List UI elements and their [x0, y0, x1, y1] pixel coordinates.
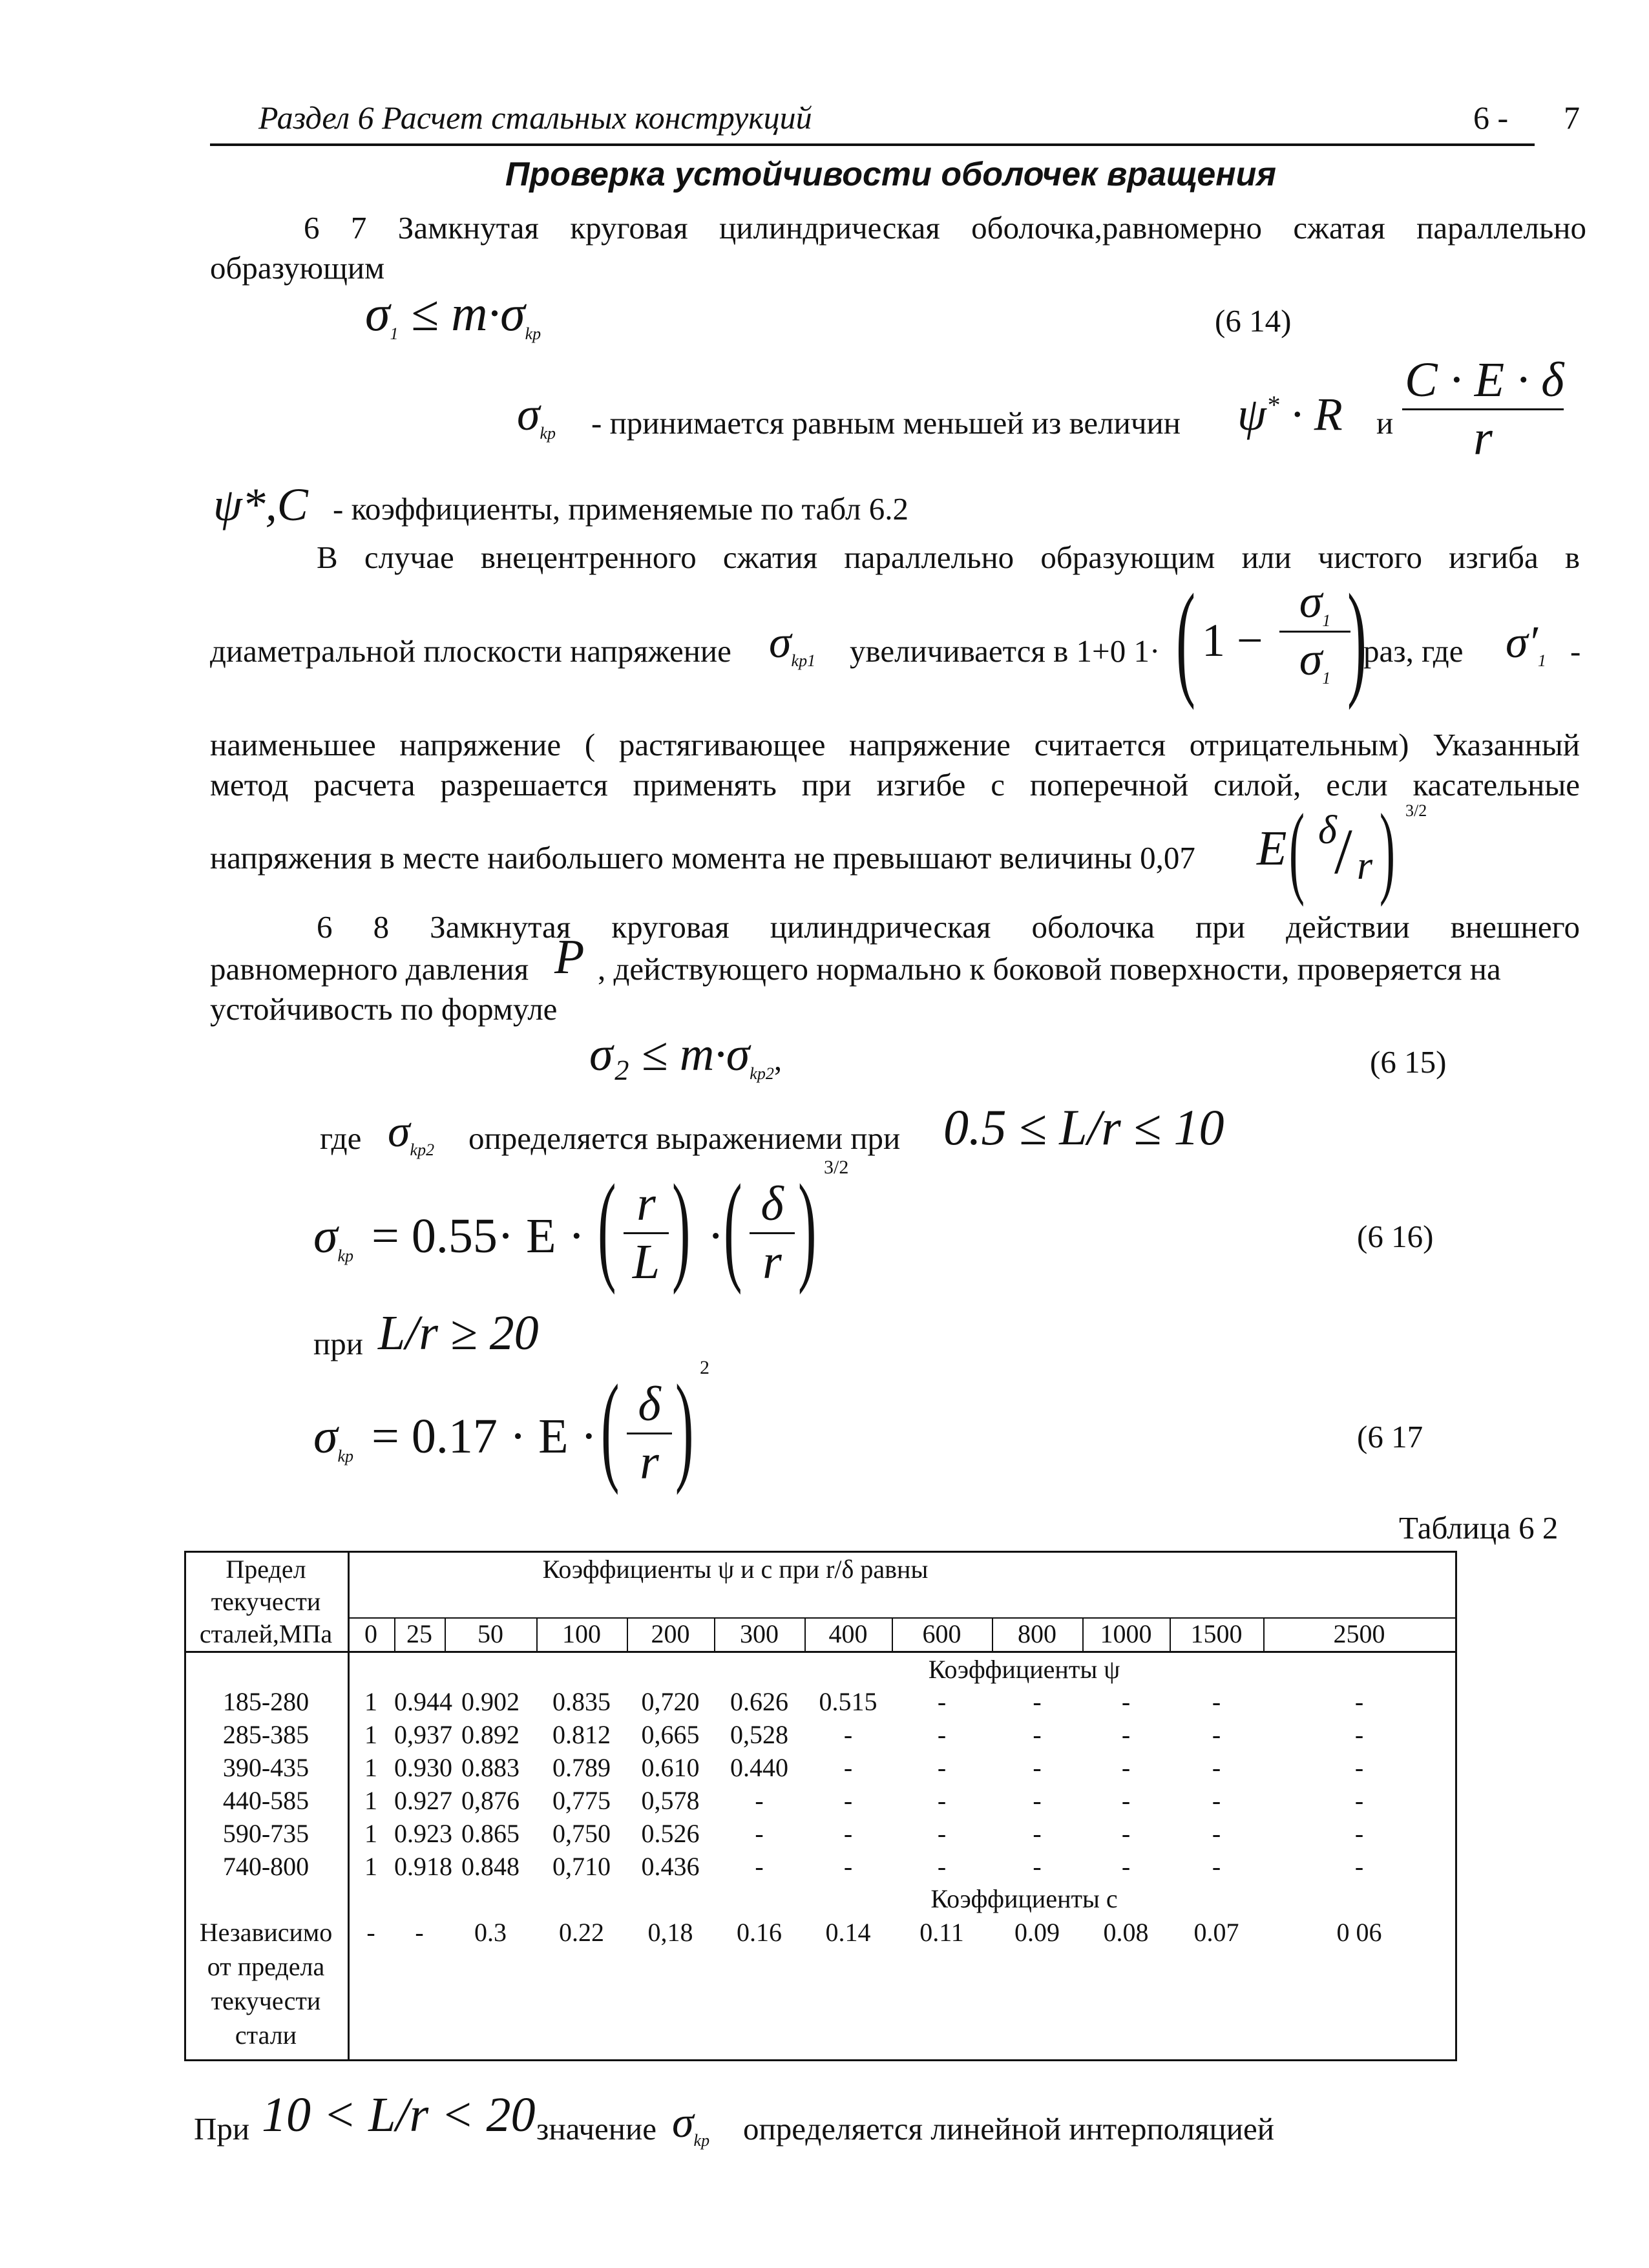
- table-cell: -: [1212, 1720, 1221, 1749]
- psi-C-symbol: ψ*,C: [213, 479, 308, 530]
- page-number-prefix: 6 -: [1473, 100, 1509, 136]
- footer-c: определяется линейной интерполяцией: [743, 2111, 1274, 2147]
- footer-cond: 10 < L/r < 20: [262, 2088, 536, 2142]
- table-cell: 0.930: [394, 1753, 452, 1782]
- table-cell: -: [1212, 1687, 1221, 1716]
- c-value-cell: 0.07: [1193, 1918, 1239, 1947]
- table-cell: -: [1033, 1819, 1042, 1848]
- pri-cond: L/r ≥ 20: [378, 1306, 539, 1360]
- sigma-kp1: $\sigma_{kp1}$: [769, 618, 816, 670]
- table-cell: 0.835: [552, 1687, 611, 1716]
- section-psi: Коэффициенты ψ: [928, 1655, 1120, 1684]
- p68-line2a: равномерного давления: [210, 951, 529, 987]
- column-header: 800: [1018, 1619, 1056, 1648]
- table-cell: 0.944: [394, 1687, 452, 1716]
- table-cell: 0,578: [641, 1786, 700, 1815]
- table-cell: 0.848: [461, 1852, 520, 1881]
- table-cell: -: [1121, 1720, 1131, 1749]
- table-cell: -: [1212, 1786, 1221, 1815]
- table-cell: -: [843, 1786, 853, 1815]
- P-symbol: P: [554, 930, 585, 984]
- table-cell: -: [1354, 1687, 1364, 1716]
- table-cell: -: [1121, 1819, 1131, 1848]
- column-header: 0: [364, 1619, 377, 1648]
- section-title: Проверка устойчивости оболочек вращения: [505, 156, 1277, 193]
- table-cell: -: [1121, 1786, 1131, 1815]
- c-value-cell: 0.16: [737, 1918, 782, 1947]
- table-cell: -: [1121, 1687, 1131, 1716]
- table-cell: 0.923: [394, 1819, 452, 1848]
- ecc-line2d: -: [1570, 633, 1581, 669]
- equation-6-14: [365, 284, 541, 344]
- table-cell: 1: [364, 1720, 377, 1749]
- psi-star-R: ψ* · R: [1237, 388, 1343, 440]
- table-cell: -: [1354, 1753, 1364, 1782]
- column-header: 200: [651, 1619, 690, 1648]
- table-cell: -: [1033, 1852, 1042, 1881]
- equation-6-16: $\sigma_{kp}$ = 0.55· E · ( r L ) · ( δ r ) 3/2: [313, 1157, 849, 1296]
- c-value-cell: 0,18: [647, 1918, 693, 1947]
- coefficients-table: [184, 1551, 1457, 2061]
- p68-line1: 6 8 Замкнутая круговая цилиндрическая оболочка при действии внешнего: [317, 909, 1580, 945]
- ecc-line5: напряжения в месте наибольшего момента не превышают величины 0,07: [210, 840, 1195, 876]
- table-cell: 0.865: [461, 1819, 520, 1848]
- table-cell: -: [1033, 1786, 1042, 1815]
- table-cell: 0.927: [394, 1786, 452, 1815]
- table-cell: -: [1121, 1852, 1131, 1881]
- c-value-cell: 0.14: [825, 1918, 871, 1947]
- table-cell: 0.440: [730, 1753, 788, 1782]
- head-left-3: сталей,МПа: [199, 1619, 333, 1648]
- eq615-number: (6 15): [1370, 1044, 1447, 1080]
- table-cell: 1: [364, 1819, 377, 1848]
- column-header: 25: [406, 1619, 432, 1648]
- row-label: 440-585: [222, 1786, 310, 1815]
- table-cell: -: [755, 1786, 764, 1815]
- table-cell: 0,528: [730, 1720, 788, 1749]
- eq617-number: (6 17: [1357, 1419, 1423, 1454]
- table-cell: -: [843, 1819, 853, 1848]
- where-cond: 0.5 ≤ L/r ≤ 10: [943, 1099, 1224, 1155]
- table-cell: 0.918: [394, 1852, 452, 1881]
- column-header: 1500: [1190, 1619, 1243, 1648]
- table-cell: 0.883: [461, 1753, 520, 1782]
- table-cell: -: [937, 1819, 947, 1848]
- eq614-sub2: kp: [525, 324, 541, 343]
- table-cell: -: [843, 1720, 853, 1749]
- table-cell: 0.892: [461, 1720, 520, 1749]
- table-cell: -: [755, 1819, 764, 1848]
- eq614-sigma: σ: [365, 285, 390, 341]
- column-header: 400: [828, 1619, 868, 1648]
- c-value-cell: -: [415, 1918, 424, 1947]
- table-cell: 0.526: [641, 1819, 700, 1848]
- table-cell: 1: [364, 1852, 377, 1881]
- sigma-kp-symbol: $\sigma_{kp}$: [517, 388, 556, 443]
- table-cell: -: [843, 1753, 853, 1782]
- table-cell: -: [755, 1852, 764, 1881]
- table-cell: 1: [364, 1753, 377, 1782]
- table-cell: 0,937: [394, 1720, 452, 1749]
- column-header: 300: [740, 1619, 779, 1648]
- frac-CEdelta-r: C · E · δ r: [1402, 352, 1564, 467]
- table-cell: -: [1033, 1753, 1042, 1782]
- column-header: 50: [478, 1619, 503, 1648]
- ecc-line3: наименьшее напряжение ( растягивающее напряжение считается отрицательным) Указанный: [210, 727, 1580, 762]
- pri-a: при: [313, 1326, 363, 1361]
- p68-line3: устойчивость по формуле: [210, 991, 558, 1027]
- where-b: определяется выражениеми при: [468, 1120, 901, 1156]
- equation-6-15: $\sigma_2 \le m\cdot\sigma_{kp2}$,: [589, 1028, 782, 1083]
- footer-b: значение: [536, 2111, 656, 2147]
- ecc-line2a: диаметральной плоскости напряжение: [210, 633, 731, 669]
- ecc-exp: 3/2: [1405, 801, 1427, 820]
- table-cell: -: [937, 1786, 947, 1815]
- head-left-2: текучести: [211, 1587, 321, 1616]
- eq614-sub1: 1: [390, 324, 399, 343]
- ecc-line1: В случае внецентренного сжатия параллельно образующим или чистого изгиба в: [317, 540, 1580, 575]
- table-cell: 0,876: [461, 1786, 520, 1815]
- table-cell: 0,665: [641, 1720, 700, 1749]
- c-label-3: текучести: [211, 1986, 321, 2015]
- p68-line2b: , действующего нормально к боковой поверхности, проверяется на: [598, 951, 1501, 987]
- eq617-exp: 2: [700, 1357, 709, 1378]
- column-header: 100: [562, 1619, 601, 1648]
- table-cell: -: [1354, 1852, 1364, 1881]
- table-cell: -: [1033, 1687, 1042, 1716]
- row-label: 185-280: [222, 1687, 310, 1716]
- row-label: 390-435: [222, 1753, 310, 1782]
- eq614-number: (6 14): [1215, 303, 1292, 339]
- footer-a: При: [194, 2111, 250, 2147]
- table-cell: -: [843, 1852, 853, 1881]
- table-cell: 0,775: [552, 1786, 611, 1815]
- table-cell: 1: [364, 1687, 377, 1716]
- footer-sigma-kp: $\sigma_{kp}$: [672, 2097, 710, 2150]
- c-value-cell: 0.09: [1014, 1918, 1060, 1947]
- table-caption: Таблица 6 2: [1399, 1510, 1559, 1546]
- c-label-4: стали: [235, 2021, 297, 2050]
- row-label: 285-385: [222, 1720, 310, 1749]
- ecc-line4: метод расчета разрешается применять при изгибе с поперечной силой, если касательные: [210, 767, 1580, 803]
- table-cell: -: [937, 1687, 947, 1716]
- table-cell: -: [1212, 1852, 1221, 1881]
- table-cell: -: [1121, 1753, 1131, 1782]
- table-cell: 0.610: [641, 1753, 700, 1782]
- table-cell: 0.626: [730, 1687, 788, 1716]
- table-cell: 0.902: [461, 1687, 520, 1716]
- running-header: Раздел 6 Расчет стальных конструкций: [258, 100, 812, 136]
- table-cell: 0,750: [552, 1819, 611, 1848]
- row-label: 740-800: [222, 1852, 310, 1881]
- table-cell: -: [1212, 1753, 1221, 1782]
- c-value-cell: 0 06: [1336, 1918, 1382, 1947]
- table-cell: 1: [364, 1786, 377, 1815]
- head-top: Коэффициенты ψ и с при r/δ равны: [542, 1555, 929, 1584]
- table-cell: -: [1354, 1819, 1364, 1848]
- eq616-exp: 3/2: [824, 1157, 849, 1178]
- column-header: 600: [922, 1619, 961, 1648]
- column-header: 1000: [1100, 1619, 1152, 1648]
- column-header: 2500: [1333, 1619, 1385, 1648]
- table-cell: 0.812: [552, 1720, 611, 1749]
- table-cell: 0.436: [641, 1852, 700, 1881]
- table-cell: -: [1212, 1819, 1221, 1848]
- table-cell: -: [1354, 1786, 1364, 1815]
- where-a: где: [320, 1120, 362, 1156]
- table-cell: 0.515: [819, 1687, 877, 1716]
- table-cell: -: [1354, 1720, 1364, 1749]
- head-left-1: Предел: [226, 1555, 306, 1584]
- sigma-kp2: $\sigma_{kp2}$: [388, 1107, 435, 1159]
- and-word: и: [1376, 405, 1394, 441]
- page-number: 7: [1564, 100, 1580, 136]
- p67-line2: образующим: [210, 250, 385, 286]
- c-value-cell: 0.22: [559, 1918, 604, 1947]
- c-label-2: от предела: [207, 1952, 325, 1981]
- table-cell: -: [1033, 1720, 1042, 1749]
- sigma-line-text: - принимается равным меньшей из величин: [591, 405, 1181, 441]
- ecc-line2b: увеличивается в 1+0 1·: [850, 633, 1161, 669]
- c-value-cell: 0.08: [1103, 1918, 1149, 1947]
- table-cell: -: [937, 1852, 947, 1881]
- eq614-rel: ≤ m·σ: [410, 285, 525, 341]
- coef-line-text: - коэффициенты, применяемые по табл 6.2: [333, 491, 909, 527]
- p67-line1: 6 7 Замкнутая круговая цилиндрическая оболочка,равномерно сжатая параллельно: [304, 210, 1586, 246]
- row-label: 590-735: [222, 1819, 310, 1848]
- sigma-prime-1: $\sigma'_1$: [1506, 618, 1546, 670]
- table-cell: 0,720: [641, 1687, 700, 1716]
- equation-6-17: $\sigma_{kp}$ = 0.17 · E · ( δ r ) 2: [313, 1357, 709, 1496]
- c-value-cell: 0.11: [919, 1918, 964, 1947]
- c-value-cell: -: [366, 1918, 375, 1947]
- table-cell: -: [937, 1720, 947, 1749]
- ecc-line2c: раз, где: [1363, 633, 1464, 669]
- eq616-number: (6 16): [1357, 1219, 1434, 1254]
- table-cell: -: [937, 1753, 947, 1782]
- table-cell: 0.789: [552, 1753, 611, 1782]
- section-c: Коэффициенты с: [930, 1884, 1118, 1913]
- c-value-cell: 0.3: [474, 1918, 507, 1947]
- c-label-1: Независимо: [199, 1918, 333, 1947]
- header-rule: [210, 143, 1535, 146]
- table-cell: 0,710: [552, 1852, 611, 1881]
